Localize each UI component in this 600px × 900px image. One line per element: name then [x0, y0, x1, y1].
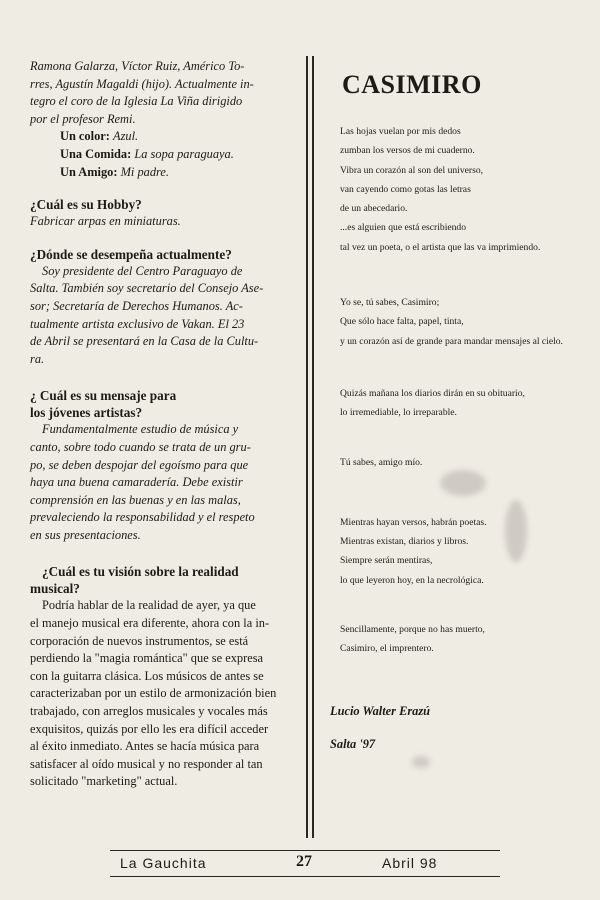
- footer-top-rule: [110, 850, 500, 851]
- column-divider: [312, 56, 314, 838]
- text-line: exquisitos, quizás por ello les era difícil acceder: [30, 721, 269, 736]
- text-line: Ramona Galarza, Víctor Ruiz, Américo To-: [30, 59, 245, 73]
- poem-line: Siempre serán mentiras,: [340, 555, 433, 567]
- text-line: trabajado, con arreglos musicales y vocales más: [30, 704, 268, 719]
- vision-question-line: ¿Cuál es tu visión sobre la realidad: [42, 564, 239, 580]
- text-line: po, se deben despojar del egoísmo para que: [30, 457, 249, 472]
- author-name: Lucio Walter Erazú: [330, 704, 431, 719]
- poem-line: tal vez un poeta, o el artista que las va imprimiendo.: [340, 241, 541, 253]
- column-divider: [306, 56, 308, 838]
- text-line: por el profesor Remi.: [30, 111, 136, 126]
- ink-smudge: [440, 470, 486, 496]
- poem-title: CASIMIRO: [342, 70, 482, 99]
- poem-line: ...es alguien que está escribiendo: [340, 222, 467, 234]
- poem-line: Las hojas vuelan por mis dedos: [340, 126, 461, 137]
- intro-paragraph: [30, 58, 296, 128]
- text-line: sor; Secretaría de Derechos Humanos. Ac-: [30, 298, 243, 313]
- text-line: de Abril se presentará en la Casa de la Cultu-: [30, 334, 259, 349]
- poem-line: Que sólo hace falta, papel, tinta,: [340, 316, 464, 328]
- poem-stanza: [330, 293, 592, 351]
- text-line: haya una buena camaradería. Debe existir: [30, 475, 243, 490]
- poem-column: [330, 70, 592, 768]
- interview-column: [30, 58, 296, 791]
- poem-line: lo que leyeron hoy, en la necrológica.: [340, 574, 484, 586]
- poem-line: Mientras existan, diarios y libros.: [340, 536, 469, 548]
- favorite-value: Azul.: [113, 129, 139, 144]
- text-line: corporación de nuevos instrumentos, se está: [30, 633, 249, 648]
- poem-line: Sencillamente, porque no has muerto,: [340, 624, 485, 636]
- poem-stanza: [330, 122, 592, 257]
- publication-name: La Gauchita: [120, 855, 207, 871]
- poem-stanza: [330, 384, 592, 423]
- text-line: solicitado "marketing" actual.: [30, 774, 178, 789]
- text-line: prevaleciendo la responsabilidad y el respeto: [30, 510, 255, 525]
- poem-stanza: [330, 620, 592, 659]
- current-answer: [30, 263, 296, 369]
- poem-line: de un abecedario.: [340, 203, 408, 215]
- ink-smudge: [505, 500, 527, 562]
- current-question: ¿Dónde se desempeña actualmente?: [30, 246, 232, 262]
- poem-line: Mientras hayan versos, habrán poetas.: [340, 516, 487, 528]
- favorite-item: [60, 164, 296, 182]
- vision-question-line: musical?: [30, 581, 80, 597]
- favorite-value: La sopa paraguaya.: [134, 146, 234, 161]
- favorite-value: Mi padre.: [120, 164, 170, 179]
- text-line: Podría hablar de la realidad de ayer, ya que: [42, 598, 256, 613]
- favorite-item: [60, 128, 296, 146]
- place-year: Salta '97: [330, 737, 376, 752]
- vision-answer: [30, 597, 296, 791]
- poem-line: Quizás mañana los diarios dirán en su obituario,: [340, 387, 525, 399]
- hobby-answer: Fabricar arpas en miniaturas.: [30, 214, 181, 229]
- page-number: 27: [296, 853, 312, 870]
- text-line: satisfacer al oído musical y no responder al tan: [30, 756, 263, 771]
- poem-signature: [330, 701, 592, 755]
- text-line: Salta. También soy secretario del Consejo Ase-: [30, 281, 264, 296]
- favorites-list: [60, 128, 296, 181]
- hobby-question: ¿Cuál es su Hobby?: [30, 197, 142, 213]
- text-line: con la guitarra clásica. Los músicos de antes se: [30, 668, 264, 683]
- text-line: al éxito inmediato. Antes se hacía música para: [30, 739, 260, 754]
- ink-smudge: [412, 756, 430, 768]
- poem-stanza: [330, 513, 592, 590]
- favorite-label: Una Comida:: [60, 146, 132, 161]
- text-line: rres, Agustín Magaldi (hijo). Actualmente in-: [30, 76, 254, 91]
- footer-bottom-rule: [110, 876, 500, 877]
- text-line: comprensión en las buenas y en las malas,: [30, 492, 241, 507]
- text-line: perdiendo la "magia romántica" que se expresa: [30, 651, 264, 666]
- text-line: tualmente artista exclusivo de Vakan. El 23: [30, 316, 245, 331]
- message-question-line: los jóvenes artistas?: [30, 405, 143, 421]
- poem-line: Tú sabes, amigo mío.: [340, 456, 423, 468]
- favorite-label: Un color:: [60, 129, 110, 144]
- favorite-item: [60, 146, 296, 164]
- poem-line: Casimiro, el imprentero.: [340, 643, 434, 655]
- text-line: tegro el coro de la Iglesia La Viña dirigido: [30, 94, 243, 109]
- text-line: Fundamentalmente estudio de música y: [42, 422, 239, 437]
- poem-line: lo irremediable, lo irreparable.: [340, 407, 457, 419]
- text-line: el manejo musical era diferente, ahora con la in-: [30, 616, 270, 631]
- favorite-label: Un Amigo:: [60, 164, 118, 179]
- message-answer: [30, 421, 296, 544]
- message-question-line: ¿ Cuál es su mensaje para: [30, 388, 177, 404]
- poem-line: y un corazón así de grande para mandar mensajes al cielo.: [340, 335, 563, 347]
- poem-line: van cayendo como gotas las letras: [340, 183, 471, 195]
- page-footer: [110, 853, 500, 875]
- issue-date: Abril 98: [382, 855, 438, 871]
- text-line: caracterizaban por un estilo de armonización bien: [30, 686, 277, 701]
- text-line: canto, sobre todo cuando se trata de un gru-: [30, 439, 251, 454]
- text-line: en sus presentaciones.: [30, 527, 141, 542]
- text-line: Soy presidente del Centro Paraguayo de: [42, 263, 243, 278]
- poem-line: Yo se, tú sabes, Casimiro;: [340, 297, 440, 309]
- poem-line: Vibra un corazón al son del universo,: [340, 164, 484, 176]
- poem-stanza: [330, 453, 592, 472]
- poem-line: zumban los versos de mi cuaderno.: [340, 145, 475, 157]
- text-line: ra.: [30, 351, 45, 366]
